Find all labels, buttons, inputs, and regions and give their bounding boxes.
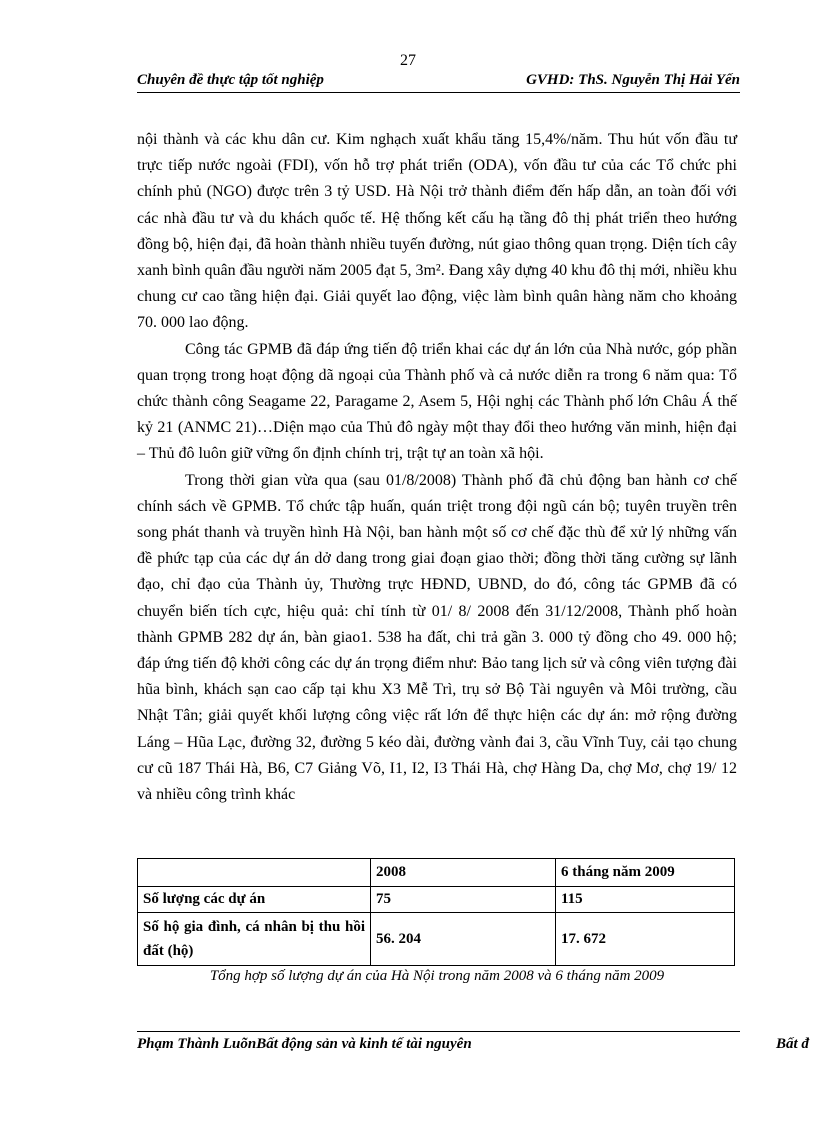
page-header [137, 70, 740, 93]
table-header-cell [138, 859, 371, 887]
projects-table [137, 858, 735, 966]
footer-author: Phạm Thành LuõnBất động sản và kinh tế tài nguyên [137, 1036, 472, 1052]
table-row [138, 887, 735, 913]
table-cell: 56. 204 [371, 913, 556, 966]
table-header-row [138, 859, 735, 887]
table-cell: Số lượng các dự án [138, 887, 371, 913]
table-cell: 75 [371, 887, 556, 913]
body-text [137, 127, 737, 808]
table-header-cell: 2008 [371, 859, 556, 887]
table-row [138, 913, 735, 966]
table-cell: 17. 672 [556, 913, 735, 966]
page-number: 27 [400, 52, 416, 69]
table-cell: 115 [556, 887, 735, 913]
header-supervisor: GVHD: ThS. Nguyễn Thị Hải Yến [526, 72, 740, 88]
paragraph: nội thành và các khu dân cư. Kim nghạch xuất khẩu tăng 15,4%/năm. Thu hút vốn đầu tư trực tiếp nước ngoài (FDI), vốn hỗ trợ phát triển (ODA), vốn đầu tư của các Tổ chức phi chính phủ (NGO) được trên 3 tỷ USD. Hà Nội trở thành điểm đến hấp dẫn, an toàn đối với các nhà đầu tư và du khách quốc tế. Hệ thống kết cấu hạ tầng đô thị phát triển theo hướng đồng bộ, hiện đại, đã hoàn thành nhiều tuyến đường, nút giao thông quan trọng. Diện tích cây xanh bình quân đầu người năm 2005 đạt 5, 3m². Đang xây dựng 40 khu đô thị mới, nhiều khu chung cư cao tầng hiện đại. Giải quyết lao động, việc làm bình quân hàng năm cho khoảng 70. 000 lao động. [137, 131, 737, 332]
table-header-cell: 6 tháng năm 2009 [556, 859, 735, 887]
footer-divider [137, 1031, 740, 1032]
paragraph: Công tác GPMB đã đáp ứng tiến độ triển khai các dự án lớn của Nhà nước, góp phần quan trọng trong hoạt động dã ngoại của Thành phố và cả nước diễn ra trong 6 năm qua: Tổ chức thành công Seagame 22, Paragame 2, Asem 5, Hội nghị các Thành phố lớn Châu Á thế kỷ 21 (ANMC 21)…Diện mạo của Thủ đô ngày một thay đổi theo hướng văn minh, hiện đại – Thủ đô luôn giữ vững ổn định chính trị, trật tự an toàn xã hội. [137, 340, 737, 463]
table-cell: Số hộ gia đình, cá nhân bị thu hồi đất (hộ) [138, 913, 371, 966]
paragraph: Trong thời gian vừa qua (sau 01/8/2008) Thành phố đã chủ động ban hành cơ chế chính sách về GPMB. Tổ chức tập huấn, quán triệt trong đội ngũ cán bộ; tuyên truyền trên song phát thanh và truyền hình Hà Nội, ban hành một số cơ chế đặc thù để xử lý những vấn đề phức tạp của các dự án dở dang trong giai đoạn giao thời; đồng thời tăng cường sự lãnh đạo, chỉ đạo của Thành ủy, Thường trực HĐND, UBND, do đó, công tác GPMB đã có chuyển biến tích cực, hiệu quả: chỉ tính từ 01/ 8/ 2008 đến 31/12/2008, Thành phố hoàn thành GPMB 282 dự án, bàn giao1. 538 ha đất, chi trả gần 3. 000 tỷ đồng cho 49. 000 hộ; đáp ứng tiến độ khởi công các dự án trọng điểm như: Bảo tang lịch sử và công viên tượng đài hũa bình, khách sạn cao cấp tại khu X3 Mễ Trì, trụ sở Bộ Tài nguyên và Môi trường, cầu Nhật Tân; giải quyết khối lượng công việc rất lớn để thực hiện các dự án: mở rộng đường Láng – Hũa Lạc, đường 32, đường 5 kéo dài, đường vành đai 3, cầu Vĩnh Tuy, cải tạo chung cư cũ 187 Thái Hà, B6, C7 Giảng Võ, I1, I2, I3 Thái Hà, chợ Hàng Da, chợ Mơ, chợ 19/ 12 và nhiều công trình khác [137, 471, 737, 804]
table-caption: Tổng hợp số lượng dự án của Hà Nội trong năm 2008 và 6 tháng năm 2009 [209, 968, 665, 984]
header-thesis-title: Chuyên đề thực tập tốt nghiệp [137, 72, 324, 88]
footer-right-text: Bất đ [776, 1036, 809, 1052]
